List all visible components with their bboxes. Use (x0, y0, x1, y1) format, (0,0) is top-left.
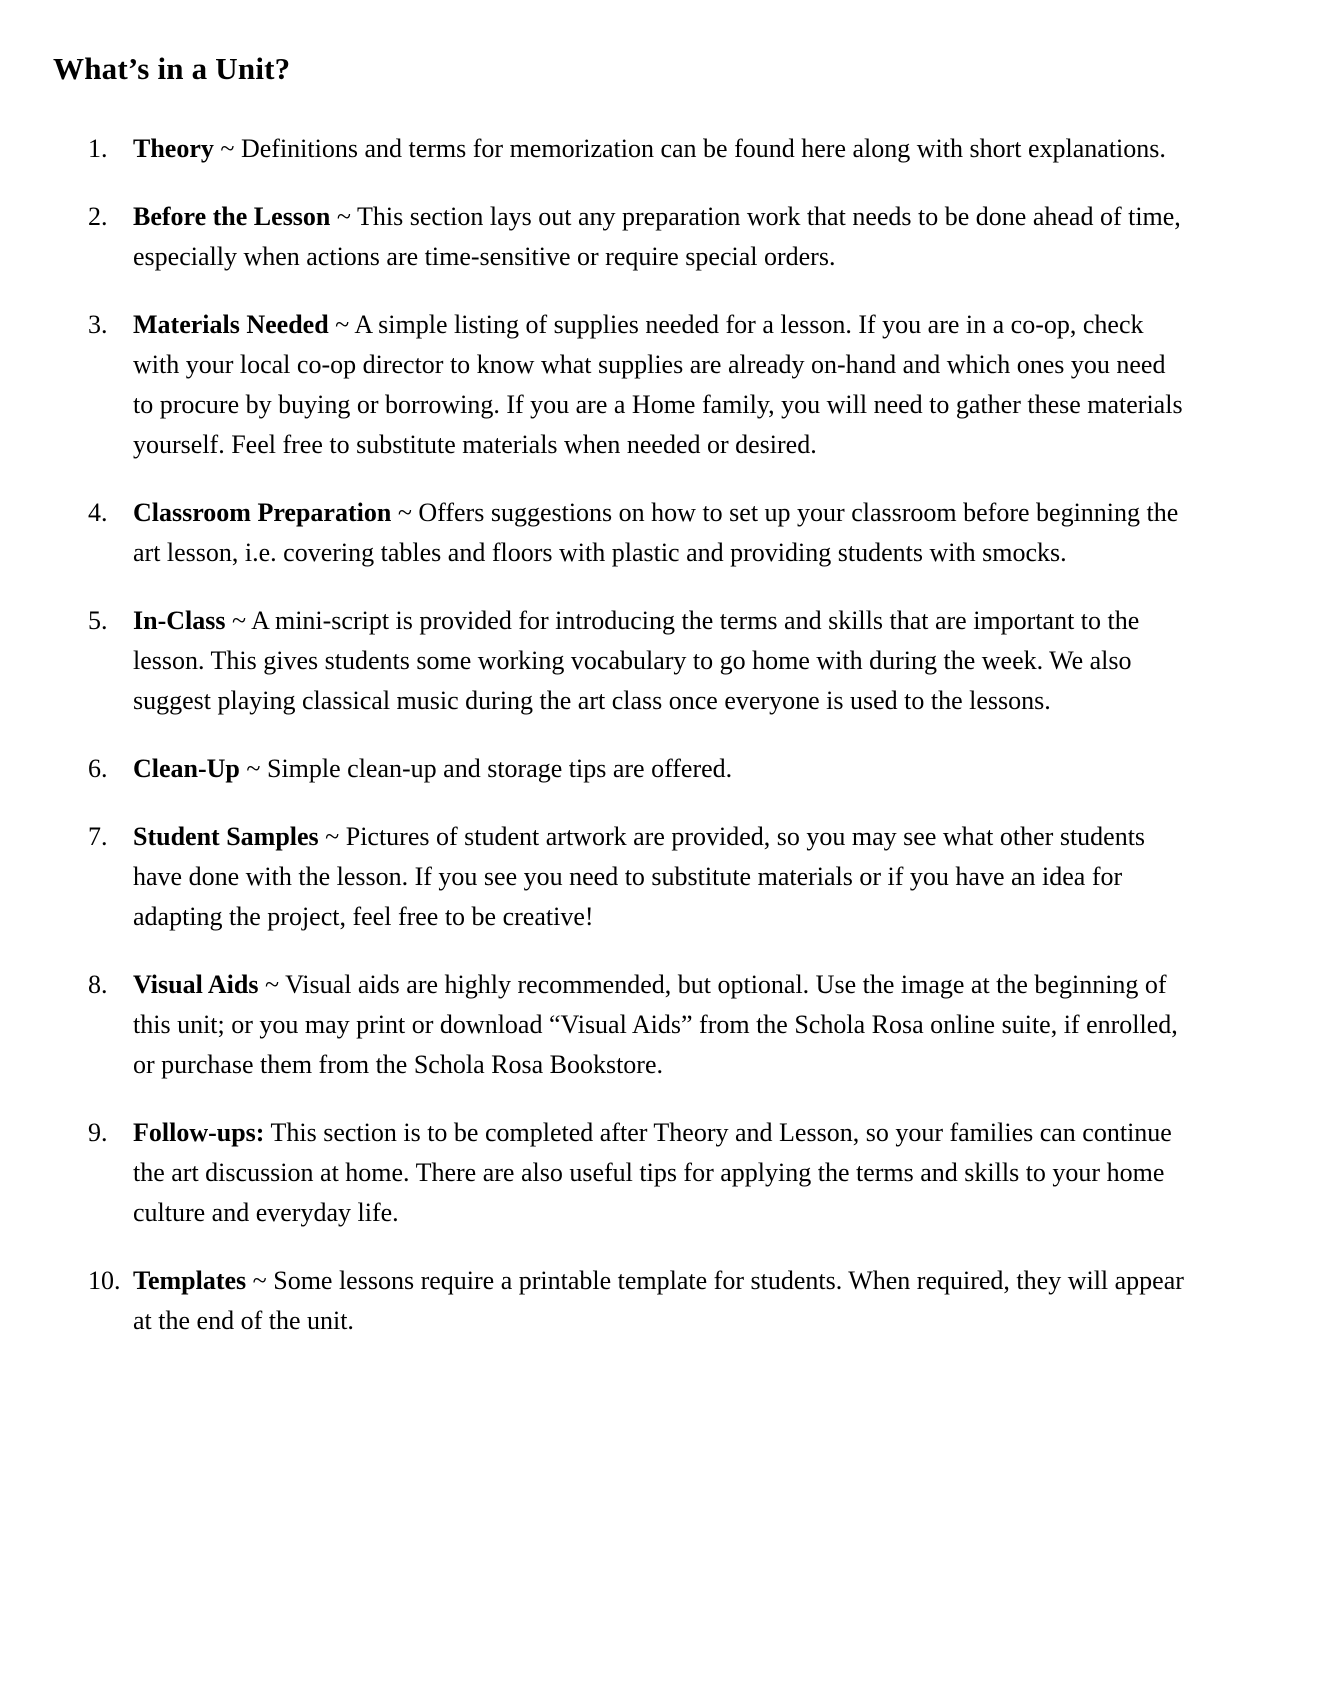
list-item-term: Materials Needed (133, 309, 329, 339)
list-item-term: Classroom Preparation (133, 497, 392, 527)
list-item-text (133, 1113, 1190, 1233)
list-item-text (133, 965, 1190, 1085)
list-item (88, 197, 1190, 277)
list-item-description: Visual aids are highly recommended, but optional. Use the image at the beginning of this unit; or you may print or download “Visual Aids” from the Schola Rosa online suite, if enrolled, or purchase them from the Schola Rosa Bookstore. (133, 969, 1178, 1079)
list-item-description: Definitions and terms for memorization can be found here along with short explanations. (240, 133, 1166, 163)
list-item-number: 7. (88, 821, 108, 851)
list-item (88, 129, 1190, 169)
list-item-separator: ~ (318, 821, 346, 851)
list-item-separator: ~ (246, 1265, 274, 1295)
list-item-description: This section lays out any preparation work that needs to be done ahead of time, especially when actions are time-sensitive or require special orders. (133, 201, 1181, 271)
list-item-term: Templates (133, 1265, 247, 1295)
list-item-number: 1. (88, 133, 108, 163)
list-item-description: Pictures of student artwork are provided, so you may see what other students have done with the lesson. If you see you need to substitute materials or if you have an idea for adapting the project, feel free to be creative! (133, 821, 1146, 931)
list-item-separator: ~ (328, 309, 355, 339)
list-item-number: 10. (88, 1265, 121, 1295)
list-item-separator: ~ (239, 753, 267, 783)
list-item (88, 1113, 1190, 1233)
page-title: What’s in a Unit? (53, 51, 291, 86)
unit-contents-list (88, 129, 1190, 1341)
list-item-text (133, 129, 1190, 169)
list-item-number: 4. (88, 497, 108, 527)
list-item-separator: ~ (330, 201, 357, 231)
list-item-description: A mini-script is provided for introducing the terms and skills that are important to the lesson. This gives students some working vocabulary to go home with during the week. We also suggest playing classical music during the art class once everyone is used to the lessons. (133, 605, 1140, 715)
list-item-term: Clean-Up (133, 753, 240, 783)
list-item-number: 5. (88, 605, 108, 635)
list-item (88, 601, 1190, 721)
list-item-description: Some lessons require a printable template for students. When required, they will appear at the end of the unit. (133, 1265, 1184, 1335)
list-item-description: Offers suggestions on how to set up your classroom before beginning the art lesson, i.e. covering tables and floors with plastic and providing students with smocks. (133, 497, 1179, 567)
list-item-text (133, 493, 1190, 573)
list-item-term: Follow-ups: (133, 1117, 265, 1147)
list-item-number: 6. (88, 753, 108, 783)
list-item-text (133, 305, 1190, 465)
list-item-separator: ~ (258, 969, 286, 999)
list-item-term: Theory (133, 133, 214, 163)
list-item-description: This section is to be completed after Theory and Lesson, so your families can continue the art discussion at home. There are also useful tips for applying the terms and skills to your home culture and everyday life. (133, 1117, 1172, 1227)
list-item (88, 965, 1190, 1085)
list-item-description: A simple listing of supplies needed for a lesson. If you are in a co-op, check with your local co-op director to know what supplies are already on-hand and which ones you need to procure by buying or borrowing. If you are a Home family, you will need to gather these materials yourself. Feel free to substitute materials when needed or desired. (133, 309, 1183, 459)
list-item-number: 9. (88, 1117, 108, 1147)
list-item-text (133, 817, 1190, 937)
list-item-term: Student Samples (133, 821, 319, 851)
list-item (88, 1261, 1190, 1341)
list-item-text (133, 1261, 1190, 1341)
list-item (88, 493, 1190, 573)
list-item-term: In-Class (133, 605, 226, 635)
list-item-number: 8. (88, 969, 108, 999)
list-item-number: 2. (88, 201, 108, 231)
list-item-separator: ~ (213, 133, 241, 163)
list-item-separator: ~ (225, 605, 252, 635)
list-item-description: Simple clean-up and storage tips are offered. (266, 753, 733, 783)
list-item-term: Visual Aids (133, 969, 259, 999)
list-item-number: 3. (88, 309, 108, 339)
list-item (88, 749, 1190, 789)
list-item-term: Before the Lesson (133, 201, 331, 231)
list-item-text (133, 749, 1190, 789)
list-item-separator: ~ (391, 497, 419, 527)
list-item (88, 817, 1190, 937)
list-item-text (133, 197, 1190, 277)
list-item (88, 305, 1190, 465)
list-item-text (133, 601, 1190, 721)
